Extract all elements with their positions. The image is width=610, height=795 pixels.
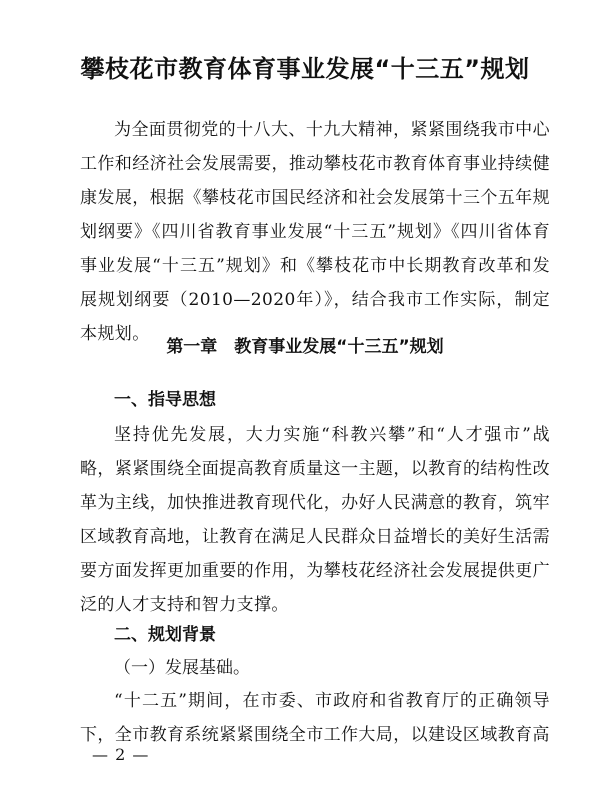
section-heading-planning-background: 二、规划背景 xyxy=(114,625,216,645)
subsection-heading-development-foundation: （一）发展基础。 xyxy=(114,658,250,678)
section-heading-guiding-ideology: 一、指导思想 xyxy=(114,390,216,410)
page-number: — 2 — xyxy=(92,745,150,764)
document-title: 攀枝花市教育体育事业发展“十三五”规划 xyxy=(80,55,530,83)
chapter-heading: 第一章 教育事业发展“十三五”规划 xyxy=(166,337,444,357)
planning-background-paragraph: “十二五”期间，在市委、市政府和省教育厅的正确领导下，全市教育系统紧紧围绕全市工作大局，以建设区域教育高 xyxy=(80,691,550,745)
intro-paragraph: 为全面贯彻党的十八大、十九大精神，紧紧围绕我市中心工作和经济社会发展需要，推动攀枝花市教育体育事业持续健康发展，根据《攀枝花市国民经济和社会发展第十三个五年规划纲要》《四川省教育事业发展“十三五”规划》《四川省体育事业发展“十三五”规划》和《攀枝花市中长期教育改革和发展规划纲要（2010—2020年）》，结合我市工作实际，制定本规划。 xyxy=(80,120,550,344)
guiding-ideology-paragraph: 坚持优先发展，大力实施“科教兴攀”和“人才强市”战略，紧紧围绕全面提高教育质量这一主题，以教育的结构性改革为主线，加快推进教育现代化，办好人民满意的教育，筑牢区域教育高地，让教育在满足人民群众日益增长的美好生活需要方面发挥更加重要的作用，为攀枝花经济社会发展提供更广泛的人才支持和智力支撑。 xyxy=(80,425,550,615)
